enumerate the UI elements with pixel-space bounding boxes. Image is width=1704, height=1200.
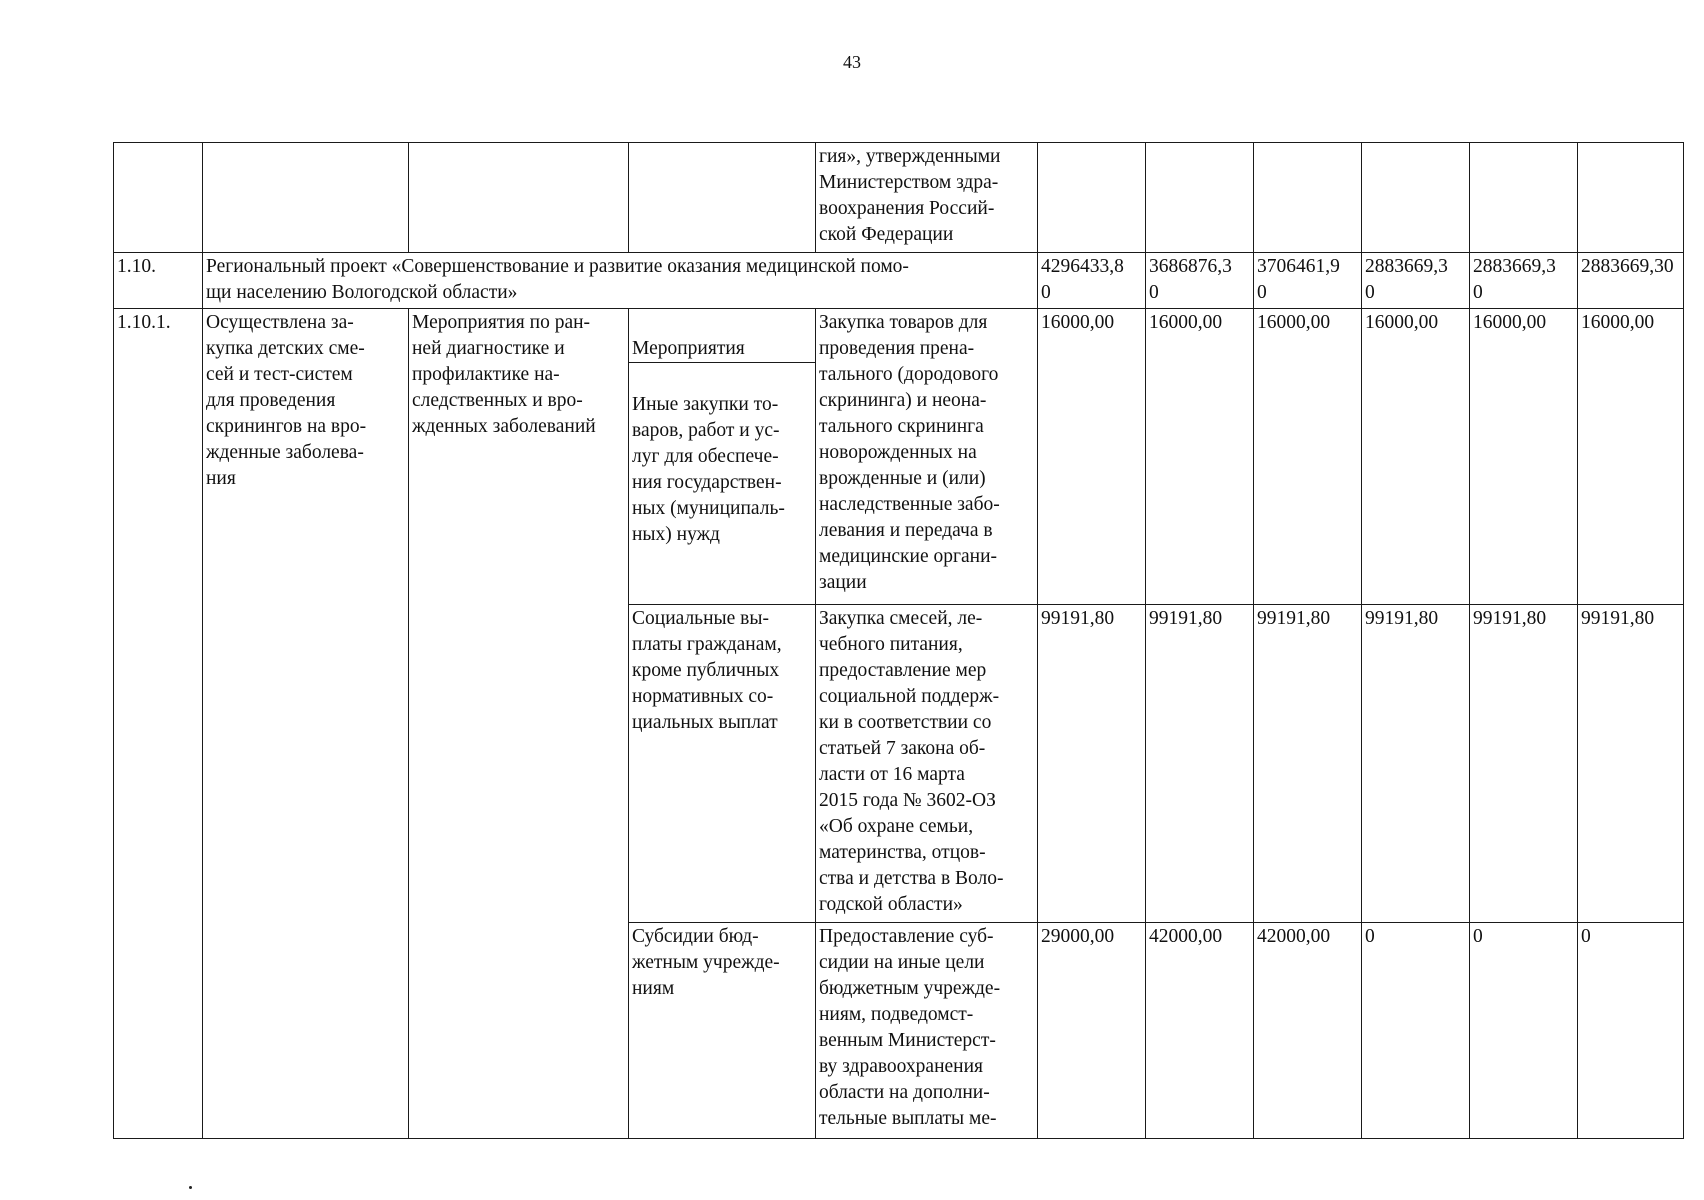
expense-type-cell: Субсидии бюд- жетным учрежде- ниям	[629, 923, 816, 1139]
result-cell	[203, 143, 409, 253]
expense-type-text: Иные закупки то- варов, работ и ус- луг для обеспече- ния государствен- ных (муниципаль- ных) нужд	[632, 394, 785, 545]
value-cell: 2883669,3 0	[1470, 253, 1578, 309]
value-cell: 99191,80	[1146, 605, 1254, 923]
value-cell: 16000,00	[1038, 309, 1146, 605]
event-cell	[409, 143, 629, 253]
project-title-cell: Региональный проект «Совершенствование и развитие оказания медицинской помо- щи населению Вологодской области»	[203, 253, 1038, 309]
value-cell	[1578, 143, 1684, 253]
expense-type-cell: Социальные вы- платы гражданам, кроме публичных нормативных со- циальных выплат	[629, 605, 816, 923]
expense-type-cell	[629, 143, 816, 253]
value-cell: 16000,00	[1362, 309, 1470, 605]
value-cell: 0	[1578, 923, 1684, 1139]
table-row-project	[114, 253, 1684, 309]
table-row-continuation	[114, 143, 1684, 253]
value-cell	[1362, 143, 1470, 253]
value-cell: 4296433,8 0	[1038, 253, 1146, 309]
budget-table	[113, 142, 1684, 1139]
description-cell: Закупка товаров для проведения прена- тального (дородового скрининга) и неона- тального скрининга новорожденных на врожденные и (или) наследственные забо- левания и передача в медицинские органи- зации	[816, 309, 1038, 605]
value-cell: 99191,80	[1578, 605, 1684, 923]
value-cell: 99191,80	[1254, 605, 1362, 923]
description-cell: Закупка смесей, ле- чебного питания, предоставление мер социальной поддерж- ки в соответствии со статьей 7 закона об- ласти от 16 марта 2015 года № 3602-ОЗ «Об охране семьи, материнства, отцов- ства и детства в Воло- годской области»	[816, 605, 1038, 923]
row-number-cell	[114, 143, 203, 253]
measures-header: Мероприятия	[629, 335, 815, 363]
row-number-cell: 1.10.1.	[114, 309, 203, 1139]
description-cell: Предоставление суб- сидии на иные цели бюджетным учрежде- ниям, подведомст- венным Министерст- ву здравоохранения области на дополни- тельные выплаты ме-	[816, 923, 1038, 1139]
value-cell: 2883669,30	[1578, 253, 1684, 309]
value-cell: 29000,00	[1038, 923, 1146, 1139]
value-cell: 0	[1362, 923, 1470, 1139]
value-cell	[1254, 143, 1362, 253]
value-cell: 42000,00	[1146, 923, 1254, 1139]
value-cell: 3706461,9 0	[1254, 253, 1362, 309]
row-number-cell: 1.10.	[114, 253, 203, 309]
value-cell: 99191,80	[1362, 605, 1470, 923]
value-cell: 42000,00	[1254, 923, 1362, 1139]
result-cell: Осуществлена за- купка детских сме- сей и тест-систем для проведения скринингов на вро- жденные заболева- ния	[203, 309, 409, 1139]
value-cell: 99191,80	[1470, 605, 1578, 923]
event-cell: Мероприятия по ран- ней диагностике и профилактике на- следственных и вро- жденных заболеваний	[409, 309, 629, 1139]
description-cell: гия», утвержденными Министерством здра- воохранения Россий- ской Федерации	[816, 143, 1038, 253]
value-cell	[1038, 143, 1146, 253]
value-cell: 16000,00	[1578, 309, 1684, 605]
table-row-item	[114, 309, 1684, 605]
value-cell: 99191,80	[1038, 605, 1146, 923]
value-cell: 2883669,3 0	[1362, 253, 1470, 309]
expense-type-cell	[629, 309, 816, 605]
value-cell: 16000,00	[1254, 309, 1362, 605]
page-number: 43	[843, 52, 861, 72]
value-cell: 3686876,3 0	[1146, 253, 1254, 309]
value-cell: 16000,00	[1146, 309, 1254, 605]
value-cell	[1146, 143, 1254, 253]
value-cell: 16000,00	[1470, 309, 1578, 605]
value-cell	[1470, 143, 1578, 253]
value-cell: 0	[1470, 923, 1578, 1139]
scan-speck	[189, 1186, 192, 1189]
